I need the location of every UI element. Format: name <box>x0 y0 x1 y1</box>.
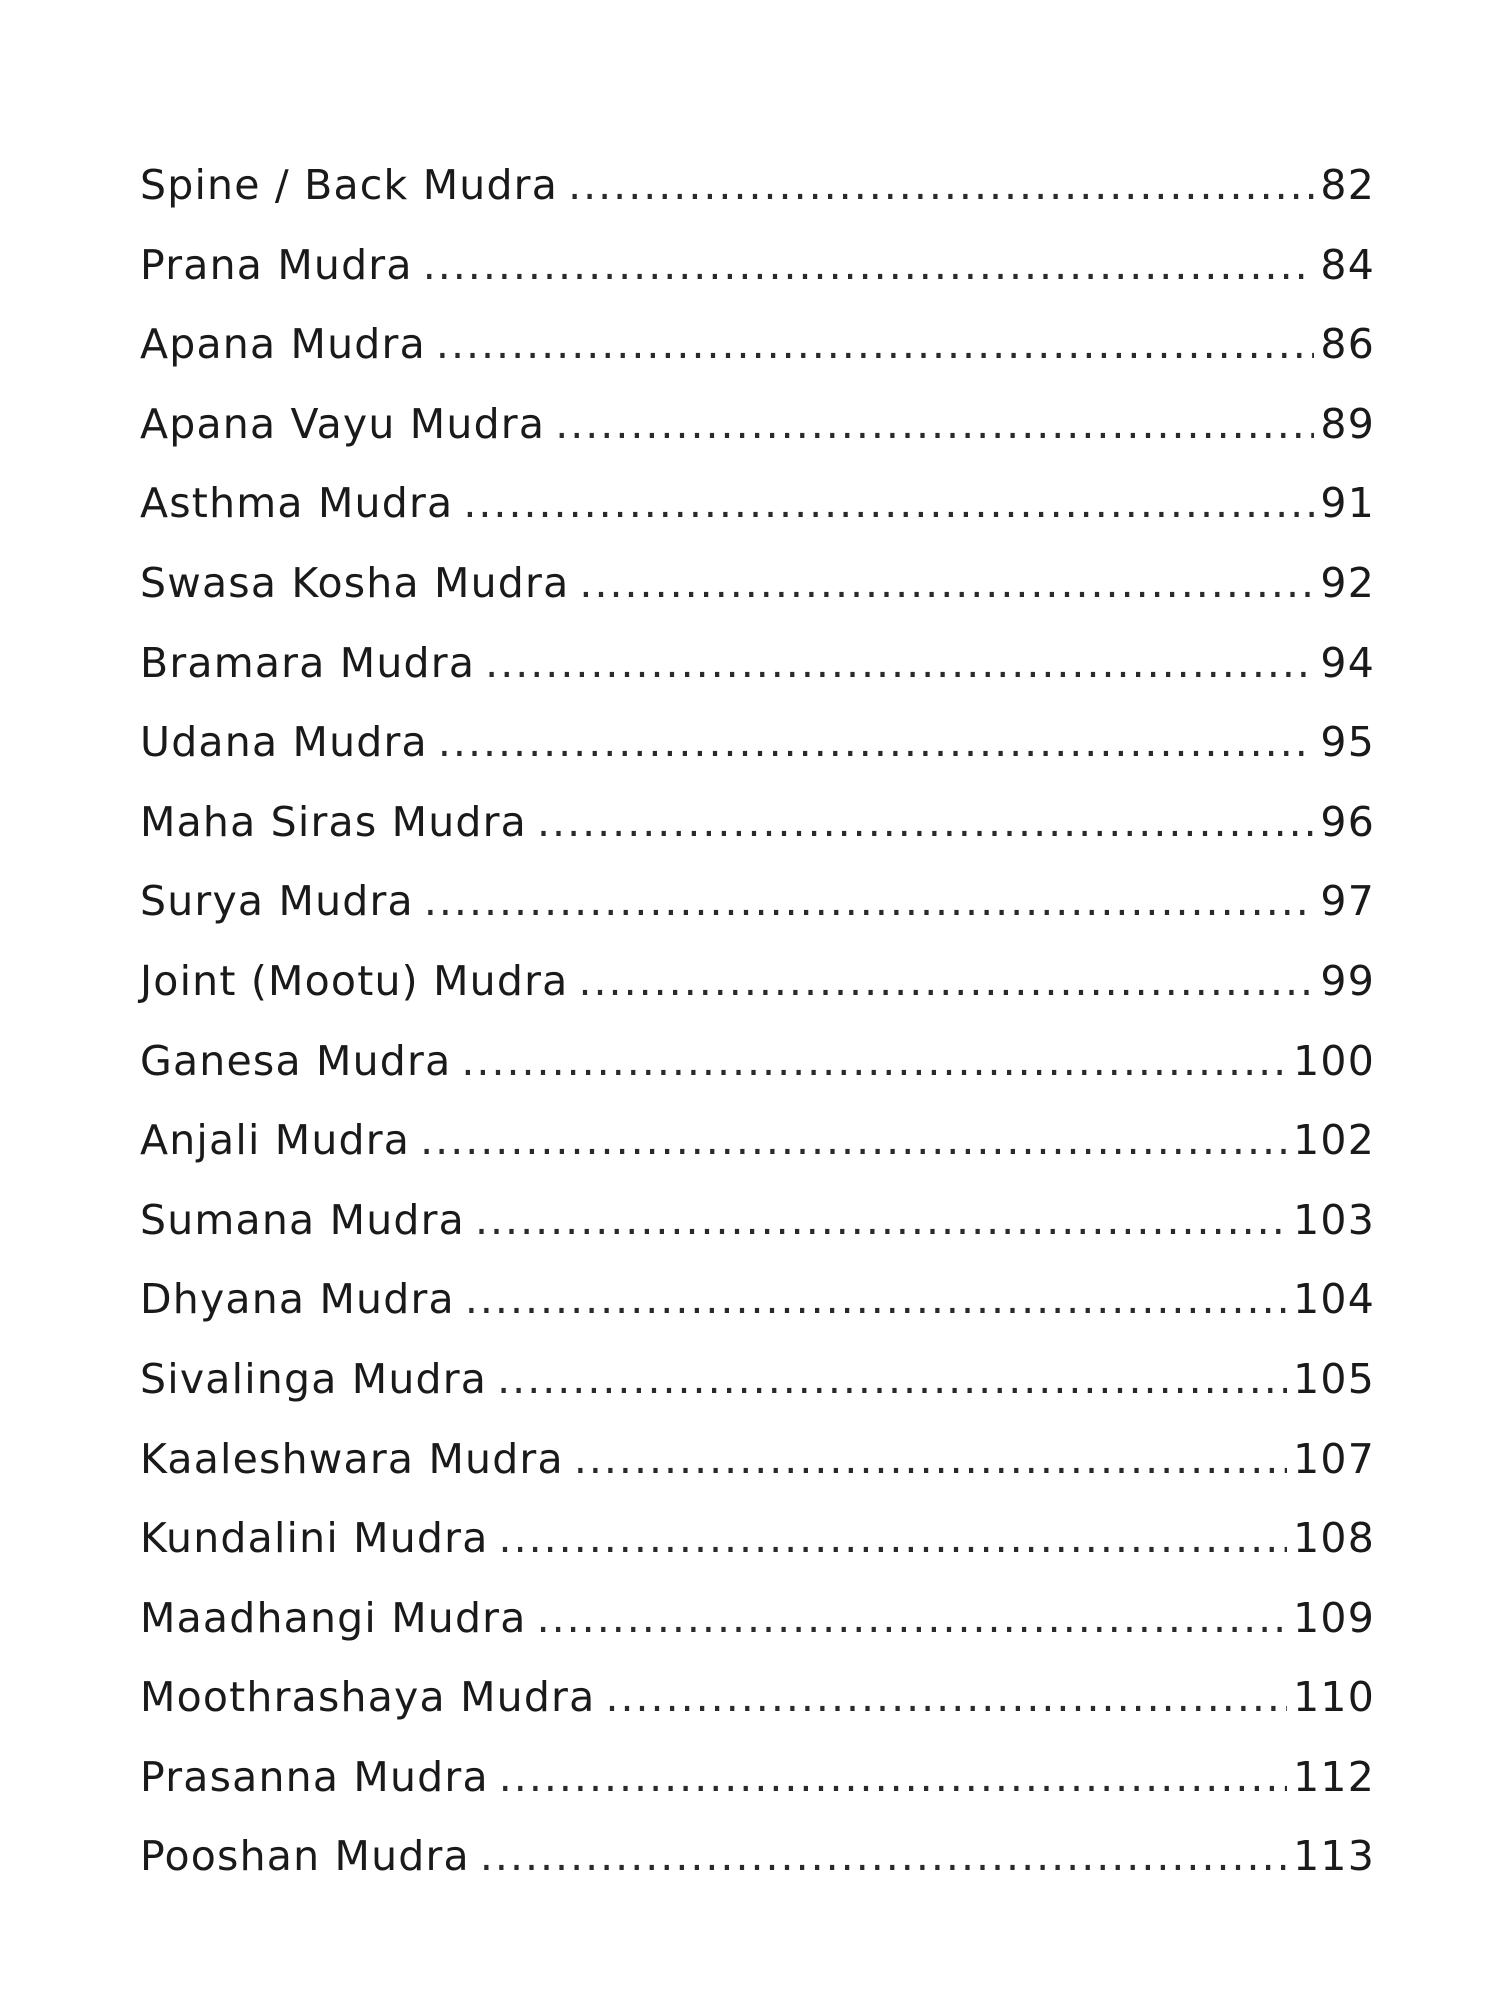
toc-entry <box>140 877 1375 961</box>
toc-entry <box>140 797 1375 882</box>
dot-leader <box>475 1200 1287 1241</box>
toc-entry-title: Apana Mudra <box>140 320 426 369</box>
toc-entry <box>140 1195 1375 1280</box>
toc-entry-page: 82 <box>1320 161 1375 209</box>
toc-entry-title: Prasanna Mudra <box>140 1752 489 1801</box>
toc-entry <box>140 1752 1375 1837</box>
toc-entry <box>140 1275 1375 1359</box>
dot-leader <box>499 1757 1287 1798</box>
toc-entry-title: Kundalini Mudra <box>140 1514 489 1563</box>
toc-entry-page: 94 <box>1320 638 1375 687</box>
toc-entry <box>140 1354 1375 1439</box>
dot-leader <box>605 1677 1287 1718</box>
dot-leader <box>578 961 1314 1002</box>
toc-entry-title: Pooshan Mudra <box>140 1832 470 1881</box>
toc-entry-page: 110 <box>1293 1673 1375 1722</box>
toc-entry-page: 89 <box>1320 399 1375 448</box>
toc-entry-title: Kaaleshwara Mudra <box>140 1434 564 1483</box>
toc-entry-title: Udana Mudra <box>140 718 428 767</box>
dot-leader <box>463 483 1314 524</box>
dot-leader <box>537 1598 1288 1639</box>
toc-entry <box>140 1593 1375 1678</box>
dot-leader <box>438 722 1315 763</box>
toc-entry-title: Surya Mudra <box>140 877 414 926</box>
toc-entry <box>140 638 1375 723</box>
dot-leader <box>480 1836 1287 1877</box>
toc-entry-page: 84 <box>1320 240 1375 289</box>
dot-leader <box>420 1120 1287 1161</box>
toc-entry-title: Dhyana Mudra <box>140 1275 455 1324</box>
toc-entry-page: 100 <box>1293 1036 1375 1085</box>
toc-entry-page: 107 <box>1293 1434 1375 1483</box>
toc-entry-title: Spine / Back Mudra <box>140 161 559 209</box>
toc-entry-page: 86 <box>1320 320 1375 369</box>
dot-leader <box>461 1041 1287 1082</box>
toc-entry-page: 109 <box>1293 1593 1375 1642</box>
toc-entry-page: 96 <box>1320 797 1375 846</box>
toc-entry-page: 92 <box>1320 558 1375 607</box>
toc-entry-title: Moothrashaya Mudra <box>140 1673 596 1722</box>
toc-entry <box>140 479 1375 563</box>
toc-entry-title: Bramara Mudra <box>140 638 476 687</box>
toc-entry <box>140 1434 1375 1519</box>
toc-entry-title: Maha Siras Mudra <box>140 797 527 846</box>
dot-leader <box>497 1359 1287 1400</box>
dot-leader <box>499 1518 1288 1559</box>
toc-entry-page: 108 <box>1293 1514 1375 1563</box>
toc-entry-page: 103 <box>1293 1195 1375 1244</box>
toc-entry-page: 95 <box>1320 718 1375 767</box>
toc-entry-page: 102 <box>1293 1116 1375 1165</box>
toc-entry <box>140 240 1375 325</box>
toc-entry-page: 113 <box>1293 1832 1375 1881</box>
toc-entry-title: Anjali Mudra <box>140 1116 411 1165</box>
toc-entry-title: Maadhangi Mudra <box>140 1593 527 1642</box>
toc-entry-title: Joint (Mootu) Mudra <box>140 956 569 1005</box>
dot-leader <box>579 563 1314 604</box>
toc-entry <box>140 718 1375 802</box>
dot-leader <box>424 881 1315 922</box>
toc-entry-title: Sumana Mudra <box>140 1195 465 1244</box>
toc-entry-title: Sivalinga Mudra <box>140 1354 488 1403</box>
dot-leader <box>465 1279 1287 1320</box>
toc-entry <box>140 1832 1375 1916</box>
toc-entry <box>140 956 1375 1041</box>
toc-entry-page: 99 <box>1320 956 1375 1005</box>
toc-entry-title: Ganesa Mudra <box>140 1036 452 1085</box>
table-of-contents <box>140 161 1375 1916</box>
toc-entry-page: 104 <box>1293 1275 1375 1324</box>
toc-entry <box>140 399 1375 484</box>
toc-entry <box>140 1116 1375 1200</box>
toc-entry <box>140 1673 1375 1757</box>
dot-leader <box>574 1439 1287 1480</box>
dot-leader <box>436 324 1315 365</box>
toc-entry <box>140 558 1375 643</box>
toc-entry-title: Swasa Kosha Mudra <box>140 558 570 607</box>
dot-leader <box>485 643 1314 684</box>
dot-leader <box>423 245 1315 286</box>
dot-leader <box>537 802 1314 843</box>
toc-entry <box>140 1514 1375 1598</box>
dot-leader <box>568 165 1314 206</box>
toc-entry-page: 105 <box>1293 1354 1375 1403</box>
toc-entry-page: 91 <box>1320 479 1375 528</box>
toc-entry-page: 97 <box>1320 877 1375 926</box>
toc-entry <box>140 1036 1375 1121</box>
toc-entry-title: Apana Vayu Mudra <box>140 399 546 448</box>
toc-entry <box>140 161 1375 245</box>
dot-leader <box>555 404 1314 445</box>
toc-entry-title: Asthma Mudra <box>140 479 454 528</box>
toc-entry <box>140 320 1375 404</box>
toc-entry-title: Prana Mudra <box>140 240 413 289</box>
toc-entry-page: 112 <box>1293 1752 1375 1801</box>
